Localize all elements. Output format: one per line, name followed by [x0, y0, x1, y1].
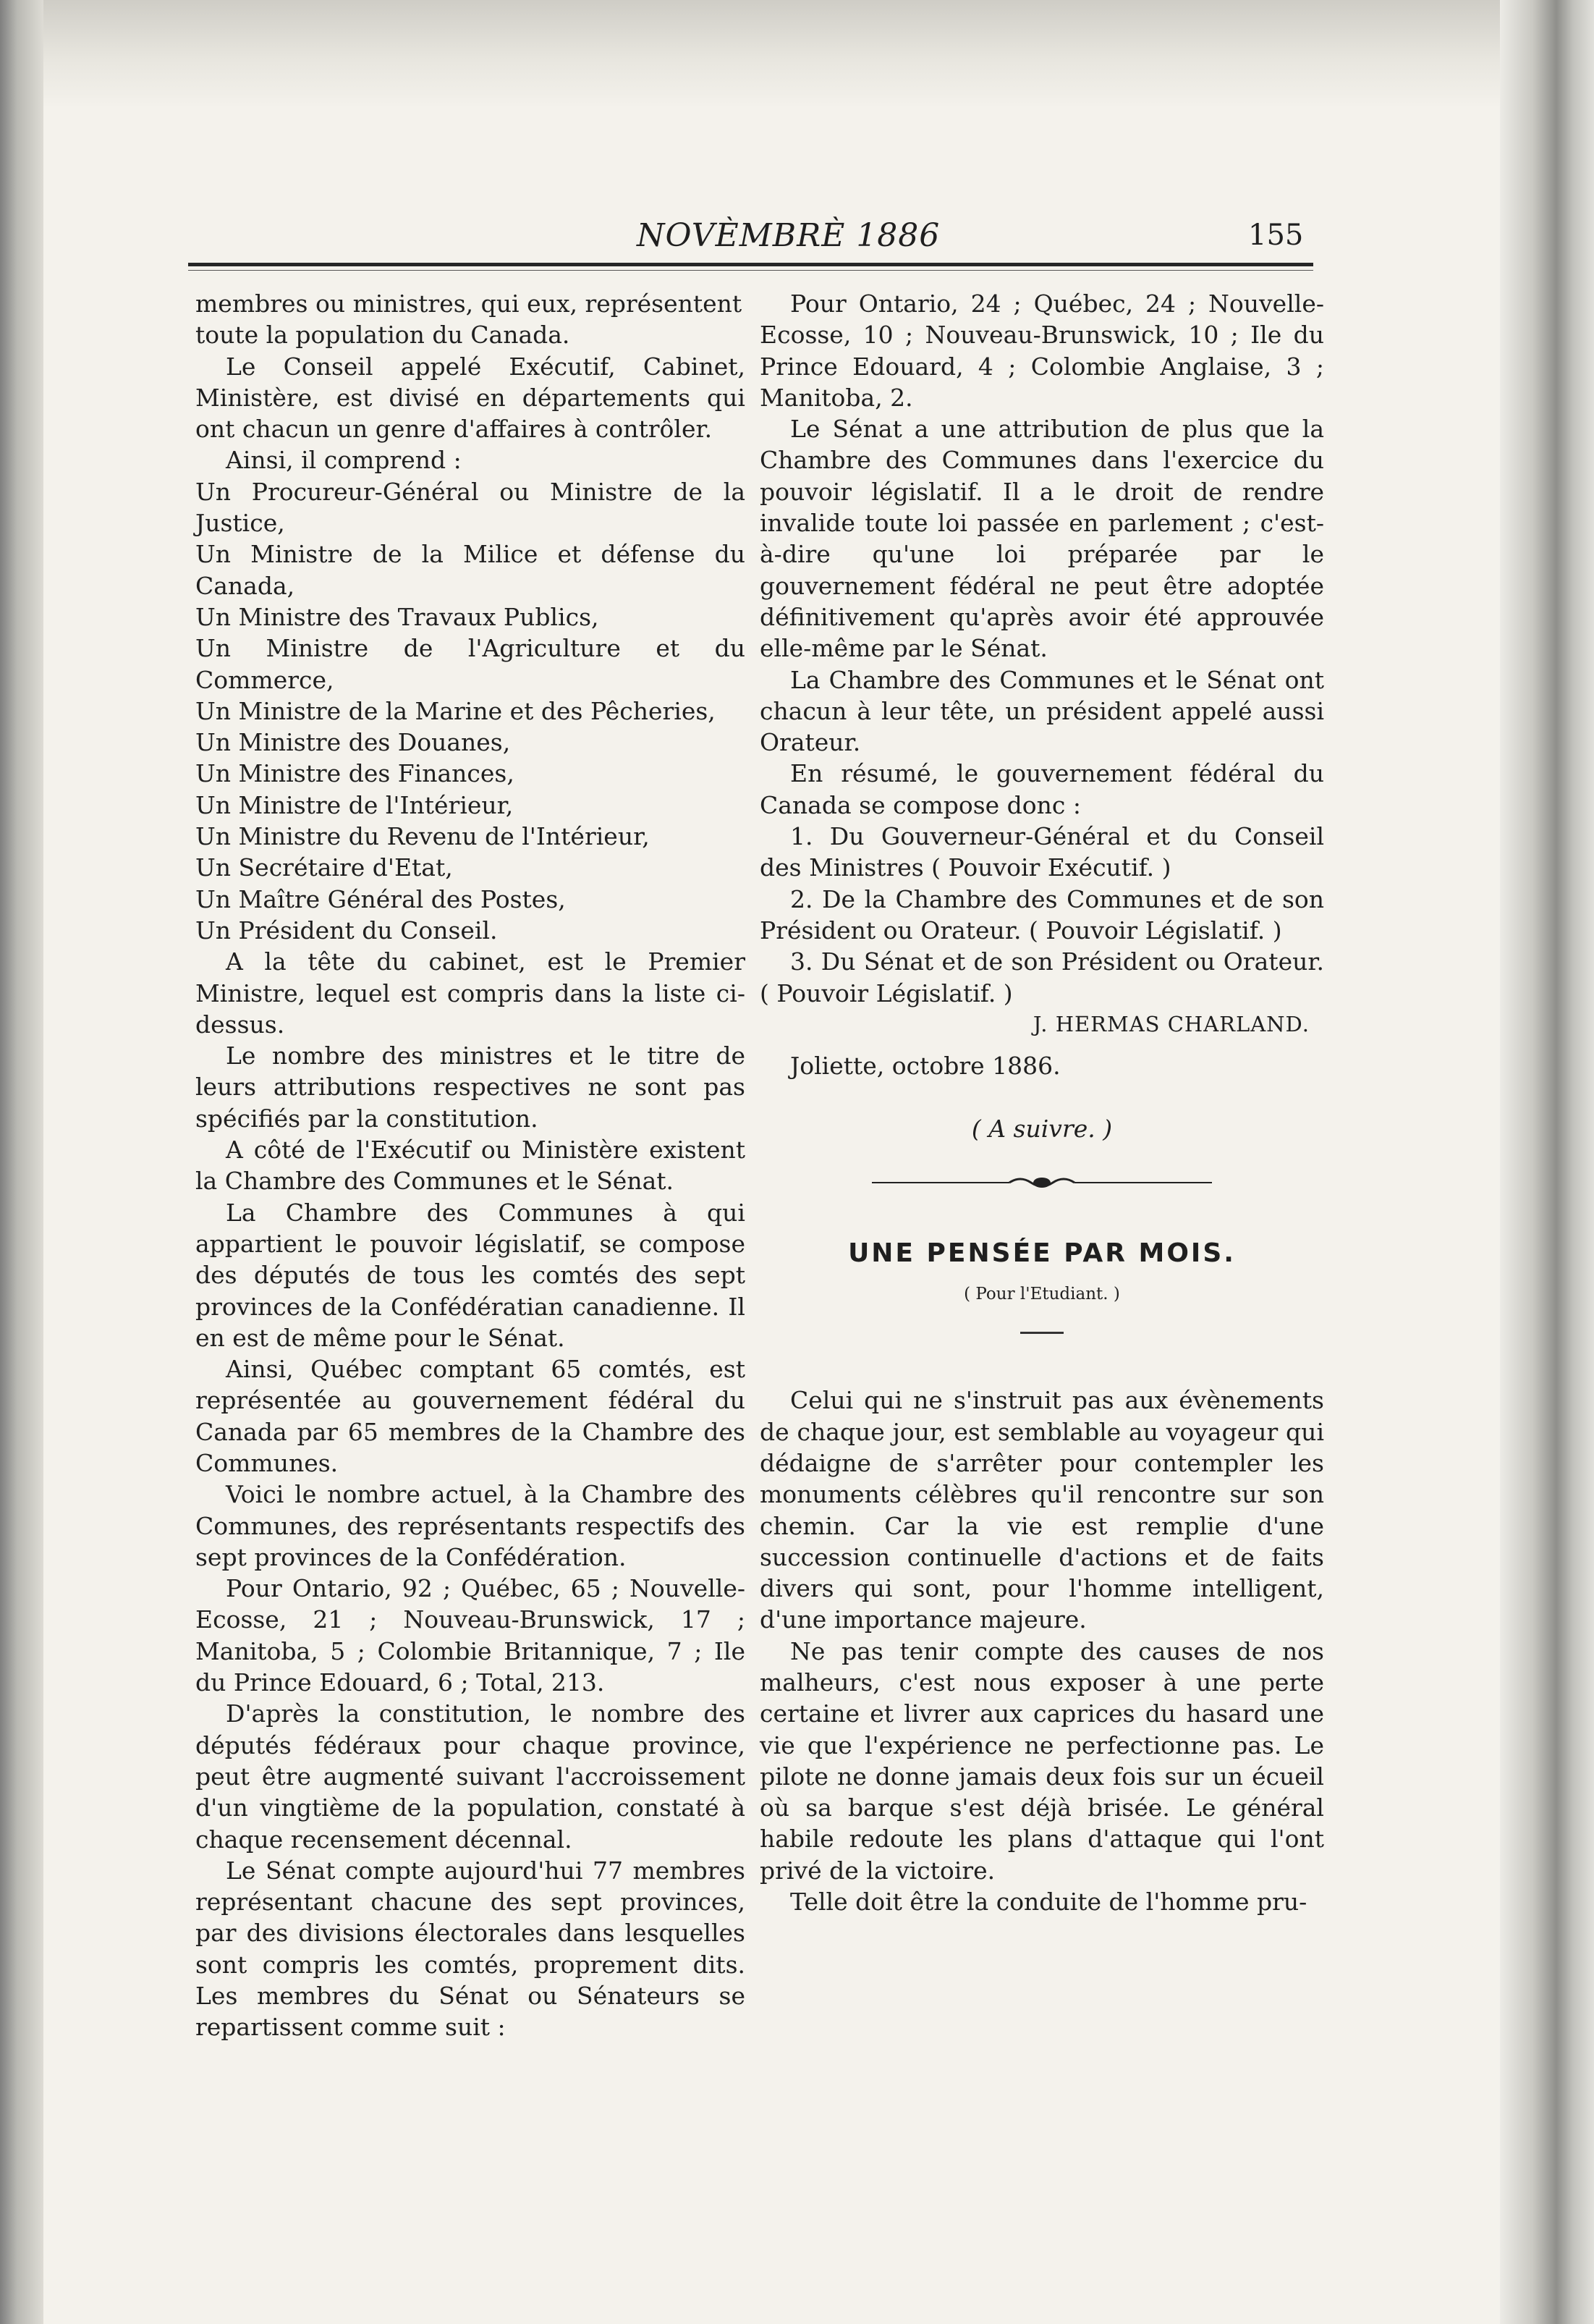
paragraph-conseil: Le Conseil appelé Exécutif, Cabinet, Ministère, est divisé en départements qui ont chacun un genre d'affaires à contrôler.	[195, 352, 745, 444]
header-rule	[188, 263, 1313, 266]
ministers-list	[195, 476, 745, 946]
left-column	[195, 288, 745, 2043]
paragraph-telle-doit: Telle doit être la conduite de l'homme pru-	[790, 1888, 1307, 1917]
page-binding-edge	[0, 0, 43, 2324]
paragraph-premier-ministre: A la tête du cabinet, est le Premier Ministre, lequel est compris dans la liste ci-dessus.	[195, 947, 745, 1039]
paragraph-deputes-par-province: Pour Ontario, 92 ; Québec, 65 ; Nouvelle-Ecosse, 21 ; Nouveau-Brunswick, 17 ; Manitoba, 5 ; Colombie Britannique, 7 ; Ile du Prince Edouard, 6 ; Total, 213.	[195, 1574, 745, 1697]
paragraph-senat: Le Sénat compte aujourd'hui 77 membres représentant chacune des sept provinces, par des divisions électorales dans lesquelles sont compris les comtés, proprement dits. Les membres du Sénat ou Sénateurs se repartissent comme suit :	[195, 1856, 745, 2042]
summary-item-2: 2. De la Chambre des Communes et de son Président ou Orateur. ( Pouvoir Législatif. )	[760, 884, 1324, 945]
scan-top-shadow	[43, 0, 1500, 109]
list-item: Un Ministre de l'Agriculture et du Commerce,	[195, 634, 745, 694]
paragraph-a-cote: A côté de l'Exécutif ou Ministère existent la Chambre des Communes et le Sénat.	[195, 1136, 745, 1196]
paragraph-voici: Voici le nombre actuel, à la Chambre des Communes, des représentants respectifs des sept provinces de la Confédération.	[195, 1480, 745, 1571]
paragraph-president: La Chambre des Communes et le Sénat ont chacun à leur tête, un président appelé aussi Orateur.	[760, 665, 1324, 757]
list-item: Un Procureur-Général ou Ministre de la Justice,	[195, 477, 745, 538]
list-item: Un Ministre de l'Intérieur,	[195, 790, 514, 819]
paragraph-resume: En résumé, le gouvernement fédéral du Canada se compose donc :	[760, 759, 1324, 819]
paragraph-celui-qui: Celui qui ne s'instruit pas aux évènements de chaque jour, est semblable au voyageur qui dédaigne de s'arrêter pour contempler les monuments célèbres qu'il rencontre sur son chemin. Car la vie est remplie d'une succession continuelle d'actions et de faits divers qui sont, pour l'homme intelligent, d'une importance majeure.	[760, 1386, 1324, 1634]
paragraph-attribution-senat: Le Sénat a une attribution de plus que la Chambre des Communes dans l'exercice du pouvoir législatif. Il a le droit de rendre invalide toute loi passée en parlement ; c'est-à-dire qu'une loi préparée par le gouvernement fédéral ne peut être adoptée définitivement qu'après avoir été approuvée elle-même par le Sénat.	[760, 415, 1324, 663]
list-item: Un Ministre de la Milice et défense du Canada,	[195, 540, 745, 600]
paragraph-quebec: Ainsi, Québec comptant 65 comtés, est représentée au gouvernement fédéral du Canada par 65 membres de la Chambre des Communes.	[195, 1355, 745, 1477]
page-number: 155	[1248, 219, 1304, 252]
list-item: Un Ministre des Douanes,	[195, 728, 511, 757]
section-subtitle: ( Pour l'Etudiant. )	[964, 1285, 1120, 1304]
summary-item-3: 3. Du Sénat et de son Président ou Orateur. ( Pouvoir Législatif. )	[760, 947, 1324, 1007]
paragraph-chambre-communes: La Chambre des Communes à qui appartient le pouvoir législatif, se compose des députés de tous les comtés des sept provinces de la Confédératian canadienne. Il en est de même pour le Sénat.	[195, 1198, 745, 1352]
header-rule-thin	[188, 270, 1313, 271]
list-item: Un Ministre de la Marine et des Pêcheries,	[195, 696, 716, 725]
list-item: Un Maître Général des Postes,	[195, 884, 566, 913]
section-rule	[1020, 1332, 1064, 1334]
intro-line-2: toute la population du Canada.	[195, 321, 570, 350]
right-column	[760, 288, 1324, 1917]
running-header-title: NOVÈMBRÈ 1886	[637, 217, 941, 254]
to-be-continued: ( A suivre. )	[971, 1115, 1113, 1144]
list-item: Un Ministre du Revenu de l'Intérieur,	[195, 822, 650, 851]
list-item: Un Président du Conseil.	[195, 916, 498, 945]
paragraph-nombre-ministres: Le nombre des ministres et le titre de leurs attributions respectives ne sont pas spécifiés par la constitution.	[195, 1041, 745, 1133]
summary-item-1: 1. Du Gouverneur-Général et du Conseil des Ministres ( Pouvoir Exécutif. )	[760, 822, 1324, 882]
paragraph-senateurs-par-province: Pour Ontario, 24 ; Québec, 24 ; Nouvelle-Ecosse, 10 ; Nouveau-Brunswick, 10 ; Ile du Prince Edouard, 4 ; Colombie Anglaise, 3 ; Manitoba, 2.	[760, 290, 1324, 412]
ornamental-divider	[760, 1174, 1324, 1191]
author-signature: J. HERMAS CHARLAND.	[1033, 1011, 1310, 1036]
ornament-icon	[872, 1174, 1212, 1191]
section-title: UNE PENSÉE PAR MOIS.	[848, 1238, 1236, 1268]
paragraph-ne-pas-tenir: Ne pas tenir compte des causes de nos malheurs, c'est nous exposer à une perte certaine et livrer aux caprices du hasard une vie que l'expérience ne perfectionne pas. Le pilote ne donne jamais deux fois sur un écueil où sa barque s'est déjà brisée. Le général habile redoute les plans d'attaque qui l'ont privé de la victoire.	[760, 1636, 1324, 1885]
book-spine-shadow	[1500, 0, 1594, 2324]
list-item: Un Secrétaire d'Etat,	[195, 853, 453, 882]
paragraph-ainsi: Ainsi, il comprend :	[226, 446, 462, 475]
intro-line-1: membres ou ministres, qui eux, représentent	[195, 290, 742, 318]
list-item: Un Ministre des Travaux Publics,	[195, 602, 599, 631]
dateline: Joliette, octobre 1886.	[790, 1052, 1061, 1081]
paragraph-constitution: D'après la constitution, le nombre des députés fédéraux pour chaque province, peut être augmenté suivant l'accroissement d'un vingtième de la population, constaté à chaque recensement décennal.	[195, 1699, 745, 1854]
list-item: Un Ministre des Finances,	[195, 759, 514, 788]
